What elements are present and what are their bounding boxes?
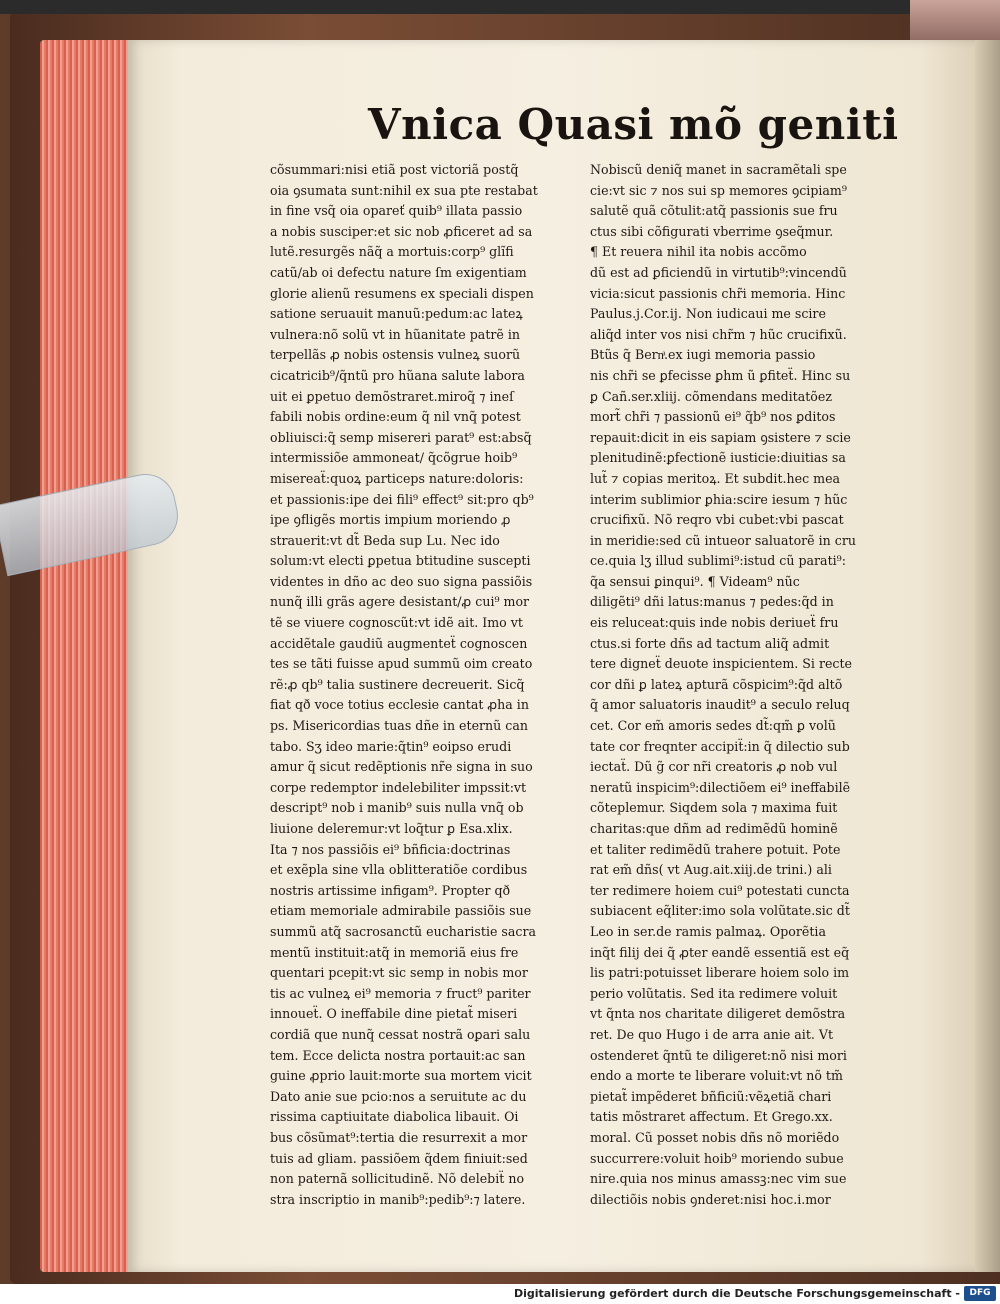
text-line: cor dñi ꝑ lateꝝ apturã cõspicim⁹:q̃d altõ — [590, 676, 843, 692]
footer-bar — [0, 1284, 1000, 1304]
text-line: catũ/ab oi defectu nature ſm exigentiam — [270, 264, 527, 280]
text-line: etiam memoriale admirabile passiõis sue — [270, 903, 532, 919]
text-line: vt q̃nta nos charitate diligeret demõstra — [590, 1006, 846, 1022]
text-line: inq̃t filij dei q̃ ꝓter eandẽ essentiã est eq̃ — [590, 944, 850, 960]
text-line: Paulus.j.Cor.ij. Non iudicaui me scire — [590, 306, 826, 322]
text-column-right — [590, 160, 908, 1210]
text-line: stra inscriptio in manib⁹:pedib⁹:⁊ latere. — [270, 1191, 526, 1207]
text-line: tes se tãti fuisse apud summũ oim creato — [270, 656, 533, 672]
page-gutter — [975, 40, 1000, 1272]
text-line: ps. Misericordias tuas dñe in eternũ can — [270, 718, 528, 734]
text-line: rat em̃ dñs( vt Aug.ait.xiij.de trini.) ali — [590, 862, 832, 878]
text-line: Btũs q̃ Bernͣ.ex iugi memoria passio — [590, 347, 816, 363]
text-line: aliq̃d inter vos nisi chr̃m ⁊ hũc crucifixũ. — [590, 326, 847, 342]
next-volume-edge — [910, 0, 1000, 42]
text-line: rẽ:ꝓ qb⁹ talia sustinere decreuerit. Sicq̃ — [270, 676, 525, 692]
text-line: vulnera:nõ solũ vt in hũanitate patrẽ in — [270, 326, 520, 342]
text-line: mort̃ chr̃i ⁊ passionũ ei⁹ q̃b⁹ nos ꝑditos — [590, 409, 836, 425]
text-line: solum:vt electi ꝑpetua btitudine suscepti — [270, 553, 531, 569]
text-line: subiacent eq̃liter:imo sola volũtate.sic dt̃ — [590, 903, 850, 919]
text-line: a nobis susciper:et sic nob ꝓficeret ad sa — [270, 223, 533, 239]
text-line: endo a morte te liberare voluit:vt nõ tm̃ — [590, 1068, 843, 1084]
text-line: neratũ inspicim⁹:dilectiõem ei⁹ ineffabilẽ — [590, 779, 851, 795]
text-line: accidẽtale gaudiũ augmenteẗ cognoscen — [270, 635, 528, 651]
text-line: ctus sibi cõfigurati vberrime ꝯseq̃mur. — [590, 223, 834, 239]
text-line: mentũ instituit:atq̃ in memoriã eius fre — [270, 944, 519, 960]
text-line: et taliter redimẽdũ trahere potuit. Pote — [590, 841, 841, 857]
text-line: lis patri:potuisset liberare hoiem solo im — [590, 965, 850, 981]
footer-credit: Digitalisierung gefördert durch die Deutsche Forschungsgemeinschaft - — [513, 1287, 960, 1300]
text-line: quentari pcepit:vt sic semp in nobis mor — [270, 965, 528, 981]
page-header: Vnica Quasi mõ geniti — [368, 100, 899, 149]
text-line: fiat qð voce totius ecclesie cantat ꝓha in — [270, 697, 529, 713]
text-line: cet. Cor em̃ amoris sedes dt̃:qm̃ ꝑ volũ — [590, 718, 836, 734]
text-line: ce.quia lʒ illud sublimi⁹:istud cũ parati⁹: — [590, 553, 846, 569]
text-line: oia ꝯsumata sunt:nihil ex sua pte restabat — [270, 182, 538, 198]
text-line: strauerit:vt dt̃ Beda sup Lu. Nec ido — [270, 532, 500, 548]
text-line: nis chr̃i se ꝑfecisse ꝑhm ũ ꝑfiteẗ. Hinc su — [590, 367, 851, 383]
text-line: q̃ amor saluatoris inaudit⁹ a seculo reluq — [590, 697, 850, 713]
page-edges — [40, 40, 135, 1272]
text-line: salutẽ quã cõtulit:atq̃ passionis sue fru — [590, 203, 838, 219]
text-line: plenitudinẽ:ꝑfectionẽ iusticie:diuitias sa — [590, 450, 846, 466]
text-line: ter redimere hoiem cui⁹ potestati cuncta — [590, 882, 850, 898]
text-line: nostris artissime infigam⁹. Propter qð — [270, 882, 511, 898]
text-line: uit ei ꝑpetuo demõstraret.miroq̃ ⁊ ineſ — [270, 388, 514, 404]
text-line: diligẽti⁹ dñi latus:manus ⁊ pedes:q̃d in — [590, 594, 834, 610]
text-line: guine ꝓprio lauit:morte sua mortem vicit — [270, 1068, 532, 1084]
text-line: obliuisci:q̃ semp misereri parat⁹ est:absq̃ — [270, 429, 532, 445]
text-line: ꝑ Cañ.ser.xliij. cõmendans meditatõez — [590, 388, 832, 404]
text-line: repauit:dicit in eis sapiam ꝯsistere ⁊ scie — [590, 429, 851, 445]
text-line: pietat̃ impẽderet bñficiũ:vẽꝝetiã chari — [590, 1088, 832, 1104]
text-line: in meridie:sed cũ intueor saluatorẽ in cru — [590, 532, 856, 548]
text-line: innoueẗ. O ineffabile dine pietat̃ miseri — [270, 1006, 518, 1022]
text-line: intermissiõe ammoneat/ q̃cõgrue hoib⁹ — [270, 450, 518, 466]
text-line: descript⁹ nob i manib⁹ suis nulla vnq̃ ob — [270, 800, 524, 816]
text-line: Ita ⁊ nos passiõis ei⁹ bñficia:doctrinas — [270, 841, 511, 857]
text-line: tem. Ecce delicta nostra portauit:ac san — [270, 1047, 526, 1063]
text-line: satione seruauit manuũ:pedum:ac lateꝝ — [270, 306, 523, 322]
text-line: nunq̃ illi grãs agere desistant/ꝓ cui⁹ mor — [270, 594, 530, 610]
text-line: misereaẗ:quoꝝ particeps nature:doloris: — [270, 470, 524, 486]
text-line: cõteplemur. Siqdem sola ⁊ maxima fuit — [590, 800, 838, 816]
text-line: tatis mõstraret affectum. Et Grego.xx. — [590, 1109, 833, 1125]
text-line: fabili nobis ordine:eum q̃ nil vnq̃ potest — [270, 409, 521, 425]
text-line: ctus.si forte dñs ad tactum aliq̃ admit — [590, 635, 830, 651]
text-line: liuione deleremur:vt loq̃tur ꝑ Esa.xlix. — [270, 821, 513, 836]
text-line: ¶ Et reuera nihil ita nobis accõmo — [590, 244, 807, 260]
text-line: cordiã que nunq̃ cessat nostrã oꝑari salu — [270, 1026, 531, 1042]
text-line: ret. De quo Hugo i de arra anie ait. Vt — [590, 1026, 834, 1042]
dfg-logo: DFG — [964, 1286, 996, 1301]
text-line: succurrere:voluit hoib⁹ moriendo subue — [590, 1150, 844, 1166]
text-line: summũ atq̃ sacrosanctũ eucharistie sacra — [270, 923, 536, 939]
text-line: dũ est ad ꝑficiendũ in virtutib⁹:vincendũ — [590, 264, 847, 280]
text-line: videntes in dño ac deo suo signa passiõis — [270, 573, 533, 589]
text-line: tis ac vulneꝝ ei⁹ memoria ⁊ fruct⁹ pariter — [270, 985, 531, 1001]
text-line: tuis ad gliam. passiõem q̃dem finiuit:sed — [270, 1150, 528, 1166]
text-line: terpellãs ꝓ nobis ostensis vulneꝝ suorũ — [270, 347, 521, 363]
text-line: eis reluceat:quis inde nobis deriueẗ fru — [590, 615, 839, 631]
text-line: vicia:sicut passionis chr̃i memoria. Hinc — [590, 285, 846, 301]
text-line: cie:vt sic ⁊ nos sui sp memores ꝯcipiam⁹ — [590, 182, 847, 198]
text-line: moral. Cũ posset nobis dñs nõ moriẽdo — [590, 1129, 840, 1145]
text-line: et exẽpla sine vlla oblitteratiõe cordibus — [270, 862, 528, 878]
text-column-left — [270, 160, 588, 1210]
text-line: cõsummari:nisi etiã post victoriã postq̃ — [270, 162, 519, 177]
text-line: corpe redemptor indelebiliter impssit:vt — [270, 779, 527, 795]
text-line: charitas:que dñm ad redimẽdũ hominẽ — [590, 821, 838, 836]
text-line: Nobiscũ deniq̃ manet in sacramẽtali spe — [590, 162, 847, 177]
text-line: ipe ꝯfligẽs mortis impium moriendo ꝓ — [270, 512, 511, 528]
text-line: interim sublimior ꝑhia:scire iesum ⁊ hũc — [590, 491, 848, 507]
text-line: cicatricib⁹/q̃ntũ pro hũana salute labora — [270, 367, 525, 383]
text-line: q̃a sensui ꝑinqui⁹. ¶ Videam⁹ nũc — [590, 573, 800, 589]
text-line: nire.quia nos minus amassꝫ:nec vim sue — [590, 1171, 847, 1187]
text-line: amur q̃ sicut redẽptionis nr̃e signa in suo — [270, 759, 533, 775]
text-line: non paternã sollicitudinẽ. Nõ delebiẗ no — [270, 1171, 525, 1187]
text-line: lut̃ ⁊ copias meritoꝝ. Et subdit.hec mea — [590, 470, 841, 486]
text-line: tabo. Sʒ ideo marie:q̃tin⁹ eoipso erudi — [270, 738, 512, 754]
text-line: tate cor freqnter accipiẗ:in q̃ dilectio sub — [590, 738, 850, 754]
text-line: perio volũtatis. Sed ita redimere voluit — [590, 985, 838, 1001]
text-line: iectaẗ. Dũ g̃ cor nr̃i creatoris ꝓ nob vul — [590, 759, 838, 775]
text-line: ostenderet q̃ntũ te diligeret:nõ nisi mori — [590, 1047, 847, 1063]
text-line: in fine vsq̃ oia opareť quib⁹ illata passio — [270, 203, 523, 219]
text-line: tẽ se viuere cognoscũt:vt idẽ ait. Imo vt — [270, 615, 523, 631]
text-line: crucifixũ. Nõ reqro vbi cubet:vbi pascat — [590, 512, 844, 528]
text-line: rissima captiuitate diabolica libauit. Oi — [270, 1109, 519, 1125]
text-line: et passionis:ipe dei fili⁹ effect⁹ sit:pro qb⁹ — [270, 491, 534, 507]
text-line: tere digneẗ deuote inspicientem. Si recte — [590, 656, 852, 672]
text-line: Leo in ser.de ramis palmaꝝ. Oporẽtia — [590, 923, 826, 939]
background-top — [0, 0, 910, 14]
text-line: Dato anie sue pcio:nos a seruitute ac du — [270, 1088, 527, 1104]
text-line: lutẽ.resurgẽs nãq̃ a mortuis:corp⁹ glĩfi — [270, 244, 514, 260]
text-line: dilectiõis nobis ꝯnderet:nisi hoc.i.mor — [590, 1191, 831, 1207]
text-line: bus cõsũmat⁹:tertia die resurrexit a mor — [270, 1129, 528, 1145]
text-line: glorie alienũ resumens ex speciali dispen — [270, 285, 534, 301]
